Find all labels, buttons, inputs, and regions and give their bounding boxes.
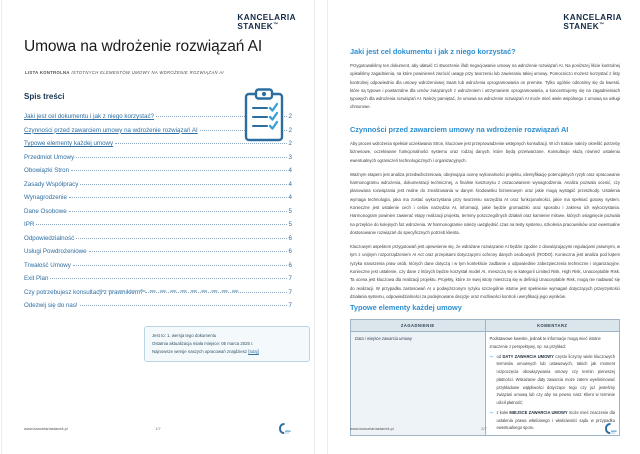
section-1-heading: Jaki jest cel dokumentu i jak z niego korzystać? <box>350 47 516 56</box>
toc-entry-label: Czynności przed zawarciem umowy na wdrożenie rozwiązań AI <box>24 126 198 134</box>
brand-mark-icon <box>278 422 292 434</box>
section-2-paragraph-1: Aby proces wdrożenia spełniał oczekiwania Stron, kluczowe jest przeprowadzenie wstępnych konsultacji. W ich trakcie należy określić potrzeby biznesowe, oczekiwane funkcjonalności systemu oraz rodzaj danych, które będą przetwarzane. Konsultacje służą również ustaleniu ewentualnych ograniczeń technologicznych i organizacyjnych. <box>350 141 620 163</box>
brand-trademark: ™ <box>273 21 279 28</box>
toc-leader-dots <box>73 264 287 266</box>
page-2-footer <box>328 426 640 440</box>
table-cell-topic: Data i miejsce zawarcia umowy <box>351 332 486 436</box>
toc-entry-label: IPR <box>24 221 35 229</box>
clipboard-checklist-icon <box>242 88 286 144</box>
toc-entry-label: Dane Osobowe <box>24 207 67 215</box>
brand-line-1-page-2: KANCELARIA <box>563 13 622 22</box>
footer-website-url[interactable]: www.kancelariastanek.pl <box>24 426 68 431</box>
toc-entry-page: 2 <box>288 113 292 121</box>
footer-website-url-page-2[interactable]: www.kancelariastanek.pl <box>350 426 394 431</box>
page-subtitle-bold: LISTA KONTROLNA <box>25 70 70 75</box>
toc-entry-page: 4 <box>288 167 292 175</box>
toc-entry-label: Odezwij się do nas! <box>24 302 78 310</box>
toc-entry[interactable] <box>24 191 292 205</box>
toc-leader-dots <box>80 304 287 306</box>
table-col-comment: KOMENTARZ <box>485 320 620 332</box>
footer-page-number: 1/7 <box>155 426 161 431</box>
section-2-paragraph-2: Ważnym etapem jest analiza przedwdrożeniowa, obejmująca ocenę wykonalności projektu, identyfikację potencjalnych ryzyk oraz opracowanie harmonogramu wdrożenia, dokumentacji technicznej, a finalnie kosztorysu z oszacowaniem wynagrodzenia. Analiza pozwala ocenić, czy planowana rozwiązania jest realne do zrealizowania w danym środowisku biznesowym oraz jakie mogą wystąpić przeszkody. Ustalenia wymaga technologia, jaka ma zostać wykorzystana przy tworzeniu narzędzia AI oraz funkcjonalności, jakie ma spełniać gotowy system. Konieczne jest ustalenie cech i celów narzędzia AI, informacji, jakie będzie gromadziło oraz sposobu i zakresu ich wykorzystania. Harmonogram powinien zawierać etapy realizacji projektu, terminy poszczególnych działań oraz kamienie milowe, których osiągnięcie pozwala na przejście do kolejnych faz wdrożenia. W harmonogramie należy uwzględnić czas na testy systemu, szkolenia pracowników oraz ewentualne dostosowanie rozwiązań do specyficznych potrzeb klienta. <box>350 171 620 235</box>
section-2-paragraph-3: Kluczowym aspektem przygotowań jest upewnienie się, że wdrażane rozwiązanie AI będzie zgodne z obowiązującymi regulacjami prawnymi, w tym z unijnym rozporządzeniem AI Act oraz przepisami dotyczącymi ochrony danych osobowych (RODO). Konieczna jest analiza pod kątem ryzyka naruszenia praw osób, których dane dotyczą i w tym kontekście zadbanie o odpowiednie zabezpieczenia techniczne i organizacyjne. Konieczne jest ustalenie, czy dane z których będzie korzystał model AI, mieszczą się w kategorii Limited Risk, High Risk, Unacceptable Risk. Ta ocena jest kluczowa dla realizacji projektu. Projekty, które ze swej istoty mieszczą się w definicji Unacceptable Risk, mogą nie nadawać się do realizacji. W przypadku zastosowań AI o podwyższonym ryzyku szczególnie istotne jest spełnienie wymagań dotyczących przejrzystości działania systemu, odpowiedzialności za podejmowane decyzje oraz możliwości kontroli i weryfikacji jego wyników. <box>350 244 620 299</box>
toc-entry[interactable] <box>24 286 292 300</box>
page-subtitle <box>25 70 224 75</box>
toc-entry[interactable] <box>24 259 292 273</box>
page-title: Umowa na wdrożenie rozwiązań AI <box>24 38 263 55</box>
toc-entry[interactable] <box>24 272 292 286</box>
toc-entry[interactable] <box>24 245 292 259</box>
toc-entry-label: Odpowiedzialność <box>24 234 75 242</box>
toc-leader-dots <box>76 237 286 239</box>
section-1-paragraph: Przygotowaliśmy ten dokument, aby ułatwić Ci stworzenie i/lub negocjowanie umowy na wdrożenie rozwiązań AI. Na poniższej liście kontrolnej opisaliśmy zagadnienia, na które powinieneś zwrócić uwagę przy tworzeniu lub zawieraniu takiej umowy. Pomocniczo możesz korzystać z listy kontrolnej odpowiednio dla umowy wdrożeniowej SaaS lub wdrożenia oprogramowania on premise. Tylko ogólnie odnosimy się do kwestii, które są typowe i powtarzalne dla umów związanych z wdrożeniem i utrzymaniem oprogramowania, a koncentrujemy się na zagadnieniach typowych dla wdrożenia rozwiązań AI. Należy pamiętać, że umowa na wdrożenie rozwiązań AI może mieć wiele wspólnego z umową na usługi chmurowe. <box>350 63 620 110</box>
comment-bullet-item: ↪ z kolei MIEJSCE ZAWARCIA UMOWY może mieć znaczenie dla ustalenia prawa właściwego i właściwości sądu w przypadku ewentualnego sporu <box>490 409 616 432</box>
toc-entry-page: 4 <box>288 194 292 202</box>
brand-logo-page-2 <box>563 14 622 32</box>
brand-trademark-page-2: ™ <box>599 21 605 28</box>
toc-entry-page: 6 <box>288 261 292 269</box>
toc-entry-label: Trwałość Umowy <box>24 261 71 269</box>
comment-bullet-list <box>490 353 616 433</box>
toc-entry[interactable] <box>24 299 292 313</box>
brand-logo <box>237 14 296 32</box>
toc-entry-page: 6 <box>288 248 292 256</box>
toc-entry-page: 4 <box>288 180 292 188</box>
toc-entry[interactable] <box>24 218 292 232</box>
section-2-heading: Czynności przed zawarciem umowy na wdrożenie rozwiązań AI <box>350 125 569 134</box>
toc-leader-dots <box>69 196 287 198</box>
page-subtitle-rest: ISTOTNYCH ELEMENTÓW UMOWY NA WDROŻENIE ROZWIĄZAŃ AI <box>71 70 224 75</box>
toc-leader-dots <box>89 250 287 252</box>
toc-leader-dots <box>80 183 286 185</box>
document-page-1 <box>2 0 314 454</box>
section-divider <box>98 290 238 292</box>
toc-entry-page: 2 <box>288 126 292 134</box>
table-header-row <box>351 320 620 332</box>
toc-entry-page: 5 <box>288 221 292 229</box>
toc-entry-label: Obowiązki Stron <box>24 167 70 175</box>
note-line-3 <box>152 348 302 356</box>
page-1-footer <box>2 426 314 440</box>
toc-entry-page: 7 <box>288 275 292 283</box>
version-note-box <box>144 326 310 362</box>
toc-entry-label: Wynagrodzenie <box>24 194 67 202</box>
toc-leader-dots <box>71 169 286 171</box>
toc-entry[interactable] <box>24 164 292 178</box>
toc-entry-label: Jaki jest cel dokumentu i jak z niego korzystać? <box>24 113 154 121</box>
toc-entry-page: 7 <box>288 302 292 310</box>
toc-entry-page: 2 <box>288 140 292 148</box>
toc-entry-label: Usługi Powdrożeniowe <box>24 248 87 256</box>
table-col-topic: ZAGADNIENIE <box>351 320 486 332</box>
table-row <box>351 332 620 436</box>
toc-entry-page: 3 <box>288 153 292 161</box>
brand-line-2-page-2: STANEK <box>563 21 600 31</box>
toc-entry[interactable] <box>24 205 292 219</box>
toc-entry[interactable] <box>24 178 292 192</box>
toc-heading: Spis treści <box>24 92 65 101</box>
footer-page-number-page-2: 2/7 <box>481 426 487 431</box>
note-link[interactable]: [tutaj] <box>248 348 259 354</box>
brand-line-2: STANEK <box>237 21 274 31</box>
toc-entry-label: Czy potrzebujesz konsultacji z prawnikiem? <box>24 288 144 296</box>
toc-entry-page: 7 <box>288 288 292 296</box>
toc-entry-page: 5 <box>288 207 292 215</box>
section-3-heading: Typowe elementy każdej umowy <box>350 303 462 312</box>
brand-mark-icon-page-2 <box>604 422 618 434</box>
toc-entry-label: Przedmiot Umowy <box>24 153 75 161</box>
comment-bullet-item: ↪ od DATY ZAWARCIA UMOWY często liczymy wiele kluczowych terminów umownych lub ustawowych, takich jak moment rozpoczęcia obowiązywania umowy czy termin pierwszej płatności. Wskazanie daty zawarcia może zatem wyeliminować przykładowe wątpliwości dotyczące tego czy już jesteśmy związani umową lub czy aby na pewno nasz Klient w terminie uiścił płatność; <box>490 353 616 407</box>
typical-elements-table <box>350 319 620 436</box>
toc-leader-dots <box>76 156 286 158</box>
toc-entry[interactable] <box>24 232 292 246</box>
brand-line-1: KANCELARIA <box>237 13 296 22</box>
toc-entry-label: Exit Plan <box>24 275 49 283</box>
document-page-2 <box>328 0 640 454</box>
toc-entry-label: Typowe elementy każdej umowy <box>24 140 114 148</box>
table-cell-comment-intro: Podstawowe kwestie, jednak te informacje mogą mieć istotne znaczenie z perspektywy, np. na przykład: <box>489 336 601 349</box>
toc-leader-dots <box>36 223 286 225</box>
toc-leader-dots <box>69 210 287 212</box>
note-line-1: Jest to: 1. wersja tego dokumentu <box>152 333 217 338</box>
toc-leader-dots <box>50 277 286 279</box>
table-cell-comment <box>485 332 620 436</box>
toc-entry-page: 6 <box>288 234 292 242</box>
note-line-2: Ostatnia aktualizacja miała miejsce: 05 marca 2025 r. <box>152 340 254 346</box>
toc-entry-label: Zasady Współpracy <box>24 180 79 188</box>
toc-entry[interactable] <box>24 151 292 165</box>
note-line-3-text: Najnowsze wersje naszych opracowań znajdziesz <box>152 348 249 354</box>
